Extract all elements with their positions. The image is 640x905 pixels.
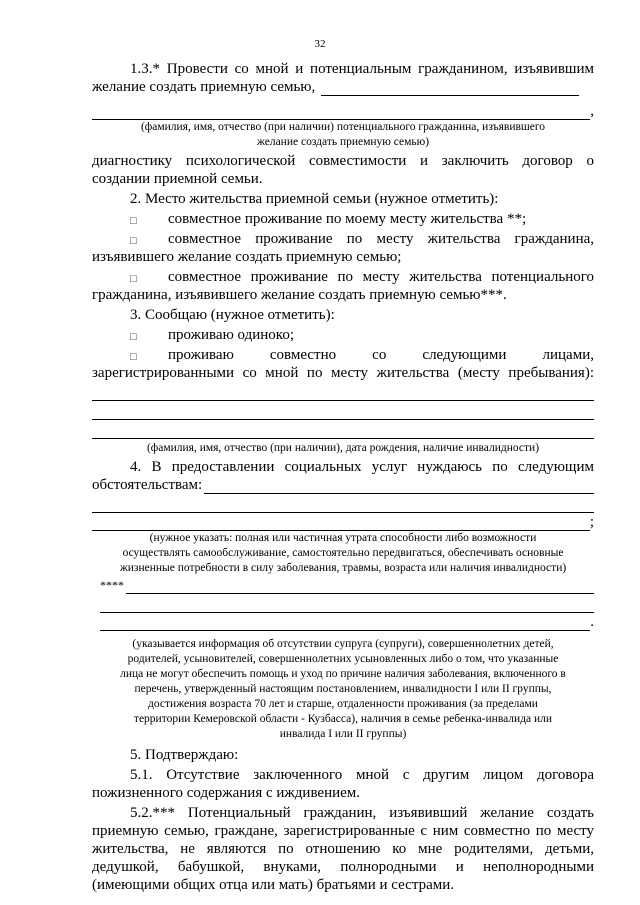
s4-caption-10: инвалида I или II группы) <box>279 728 407 740</box>
checkbox-icon[interactable]: □ <box>130 215 137 227</box>
s13-cont-1: диагностику психологической совместимости и заключить договор о <box>92 153 594 169</box>
s2-option-3-line1: совместное проживание по месту жительства потенциального <box>168 269 594 285</box>
s4-fill-3[interactable] <box>92 515 590 531</box>
s3-fill-1[interactable] <box>92 382 594 401</box>
s13-line3-row <box>92 102 594 120</box>
s13-cont-2: создании приемной семьи. <box>92 171 263 187</box>
s2-option-1[interactable] <box>92 210 594 228</box>
checkbox-icon[interactable]: □ <box>130 273 137 285</box>
s2-option-3[interactable] <box>92 268 594 286</box>
s4-line2-row <box>92 476 594 494</box>
s3-option-2[interactable] <box>92 346 594 364</box>
s5-2-line3: жительства, не являются по отношению ко мне родителями, детьми, <box>92 841 594 857</box>
s13-caption-1: (фамилия, имя, отчество (при наличии) потенциального гражданина, изъявившего <box>140 121 546 133</box>
s4-caption-8: достижения возраста 70 лет и старше, отдаленности проживания (за пределами <box>148 698 538 710</box>
s3-option-1[interactable] <box>92 326 594 344</box>
s4-fill-6[interactable] <box>100 615 590 631</box>
s2-option-2-line2: изъявившего желание создать приемную семью; <box>92 249 402 265</box>
s4-semicolon: ; <box>589 514 594 530</box>
s3-fill-2[interactable] <box>92 401 594 420</box>
s3-fill-3[interactable] <box>92 420 594 439</box>
s4-caption-5: родителей, усыновителей, совершеннолетних усыновленных либо о том, что указанные <box>127 653 559 665</box>
s4-caption-4: (указывается информация об отсутствии супруга (супруги), совершеннолетних детей, <box>132 638 554 650</box>
s2-option-1-label: совместное проживание по моему месту жительства **; <box>168 211 527 227</box>
s2-option-3-line2: гражданина, изъявившего желание создать приемную семью***. <box>92 287 507 303</box>
s3-title: 3. Сообщаю (нужное отметить): <box>130 307 335 323</box>
s4-caption-9: территории Кемеровской области - Кузбасса), наличия в семье ребенка-инвалида или <box>133 713 553 725</box>
page-number: 32 <box>314 38 326 50</box>
s13-caption-2: желание создать приемную семью) <box>256 136 430 148</box>
s13-line2-row <box>92 78 594 96</box>
s4-fill-2[interactable] <box>92 494 594 513</box>
s4-stars-row <box>92 576 594 594</box>
s3-option-2-line2: зарегистрированными со мной по месту жительства (месту пребывания): <box>92 365 594 381</box>
s3-option-2-line1: проживаю совместно со следующими лицами, <box>168 347 594 363</box>
s4-period-row <box>92 613 594 631</box>
checkbox-icon[interactable]: □ <box>130 331 137 343</box>
s13-line2-text: желание создать приемную семью, <box>92 79 316 95</box>
s4-line2-text: обстоятельствам: <box>92 477 203 493</box>
s5-title: 5. Подтверждаю: <box>130 747 239 763</box>
s4-caption-1: (нужное указать: полная или частичная утрата способности либо возможности <box>149 532 537 544</box>
s5-2-line1: 5.2.*** Потенциальный гражданин, изъявивший желание создать <box>130 805 594 821</box>
s4-period: . <box>590 614 594 630</box>
s13-fill-2[interactable] <box>92 104 590 120</box>
s13-line1: 1.3.* Провести со мной и потенциальным гражданином, изъявившим <box>130 61 594 77</box>
s4-caption-3: жизненные потребности в силу заболевания, травмы, возраста или наличия инвалидности) <box>119 562 567 574</box>
s5-2-line4: дедушкой, бабушкой, внуками, полнородными и неполнородными <box>92 859 594 875</box>
s4-stars: **** <box>100 578 124 592</box>
s4-fill-1[interactable] <box>204 478 594 494</box>
s5-2-line2: приемную семью, граждане, зарегистрированные с ним совместно по месту <box>92 823 594 839</box>
checkbox-icon[interactable]: □ <box>130 235 137 247</box>
s5-1-line2: пожизненного содержания с иждивением. <box>92 785 361 801</box>
s4-fill-4[interactable] <box>126 578 594 594</box>
s4-caption-2: осуществлять самообслуживание, самостоятельно передвигаться, обеспечивать основные <box>122 547 564 559</box>
s13-comma: , <box>590 103 594 119</box>
s3-option-1-label: проживаю одиноко; <box>168 327 294 343</box>
s4-line1: 4. В предоставлении социальных услуг нуждаюсь по следующим <box>130 459 594 475</box>
s13-fill-1[interactable] <box>321 80 579 96</box>
document-body <box>92 60 594 894</box>
s2-title: 2. Место жительства приемной семьи (нужное отметить): <box>130 191 499 207</box>
s5-1-line1: 5.1. Отсутствие заключенного мной с другим лицом договора <box>130 767 594 783</box>
s4-line-semicolon-row <box>92 513 594 531</box>
s2-option-2[interactable] <box>92 230 594 248</box>
s4-fill-5[interactable] <box>100 594 594 613</box>
s2-option-2-line1: совместное проживание по месту жительства гражданина, <box>168 231 594 247</box>
s5-2-line5: (имеющими общих отца или мать) братьями и сестрами. <box>92 877 455 893</box>
s4-caption-6: лица не могут обеспечить помощь и уход по причине наличия заболевания, включенного в <box>120 668 566 680</box>
checkbox-icon[interactable]: □ <box>130 351 137 363</box>
s3-caption: (фамилия, имя, отчество (при наличии), дата рождения, наличие инвалидности) <box>146 442 540 454</box>
s4-caption-7: перечень, утвержденный настоящим постановлением, инвалидности I или II группы, <box>134 683 552 695</box>
